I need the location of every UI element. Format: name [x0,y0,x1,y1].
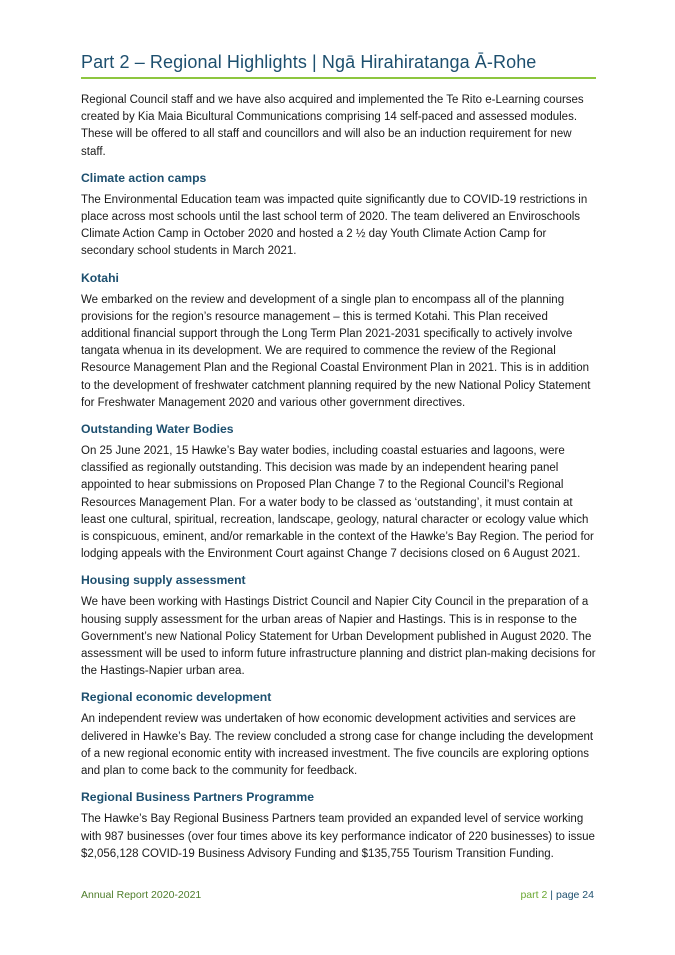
footer-page-info [520,889,594,901]
section-heading-outstanding-water-bodies: Outstanding Water Bodies [81,422,234,437]
section-body-kotahi: We embarked on the review and development of a single plan to encompass all of the planning provisions for the region’s resource management – this is termed Kotahi. This Plan received additional financial support through the Long Term Plan 2021-2031 specifically to actively involve tangata whenua in its development. We are required to commence the review of the Regional Resource Management Plan and the Regional Coastal Environment Plan in 2021. This is in addition to the development of freshwater catchment planning required by the new National Policy Statement for Freshwater Management 2020 and various other government directives. [81,293,591,409]
section-body-climate-action-camps: The Environmental Education team was impacted quite significantly due to COVID-19 restrictions in place across most schools until the last school term of 2020. The team delivered an Enviroschools Climate Action Camp in October 2020 and hosted a 2 ½ day Youth Climate Action Camp for secondary school students in March 2021. [81,193,588,258]
footer-separator: | [550,889,554,901]
section-heading-climate-action-camps: Climate action camps [81,170,207,185]
intro-paragraph: Regional Council staff and we have also acquired and implemented the Te Rito e-Learning courses created by Kia Maia Bicultural Communications comprising 14 self-paced and assessed modules. These will be offered to all staff and councillors and will also be an induction requirement for new staff. [81,94,584,158]
section-body-housing-supply-assessment: We have been working with Hastings District Council and Napier City Council in the preparation of a housing supply assessment for the urban areas of Napier and Hastings. This is in response to the Government’s new National Policy Statement for Urban Development published in August 2020. The assessment will be used to inform future infrastructure planning and district plan-making decisions for the Hastings-Napier urban area. [81,596,596,678]
section-heading-kotahi: Kotahi [81,270,119,285]
section-heading-regional-economic-development: Regional economic development [81,690,272,705]
footer-report-title: Annual Report 2020-2021 [81,889,202,901]
section-heading-regional-business-partners: Regional Business Partners Programme [81,790,314,805]
section-body-regional-business-partners: The Hawke’s Bay Regional Business Partners team provided an expanded level of service working with 987 businesses (over four times above its key performance indicator of 220 businesses) to issue $2,056,128 COVID-19 Business Advisory Funding and $135,755 Tourism Transition Funding. [81,813,595,860]
section-body-outstanding-water-bodies: On 25 June 2021, 15 Hawke’s Bay water bodies, including coastal estuaries and lagoons, were classified as regionally outstanding. This decision was made by an independent hearing panel appointed to hear submissions on Proposed Plan Change 7 to the Regional Council’s Regional Resources Management Plan. For a water body to be classed as ‘outstanding’, it must contain at least one cultural, spiritual, recreation, landscape, geology, natural character or ecology value which is conspicuous, eminent, and/or remarkable in the context of the Hawke’s Bay Region. The period for lodging appeals with the Environment Court against Change 7 decisions closed on 6 August 2021. [81,445,594,561]
footer-part-label: part 2 [520,889,548,901]
section-heading-housing-supply-assessment: Housing supply assessment [81,573,246,588]
footer-page-number: page 24 [556,889,594,901]
section-body-regional-economic-development: An independent review was undertaken of how economic development activities and services are delivered in Hawke’s Bay. The review concluded a strong case for change including the development of a new regional economic entity with increased investment. The five councils are exploring options and plan to come back to the community for feedback. [81,713,594,778]
title-divider [81,77,596,79]
page-title: Part 2 – Regional Highlights | Ngā Hirahiratanga Ā-Rohe [81,52,537,72]
document-body [81,92,597,870]
